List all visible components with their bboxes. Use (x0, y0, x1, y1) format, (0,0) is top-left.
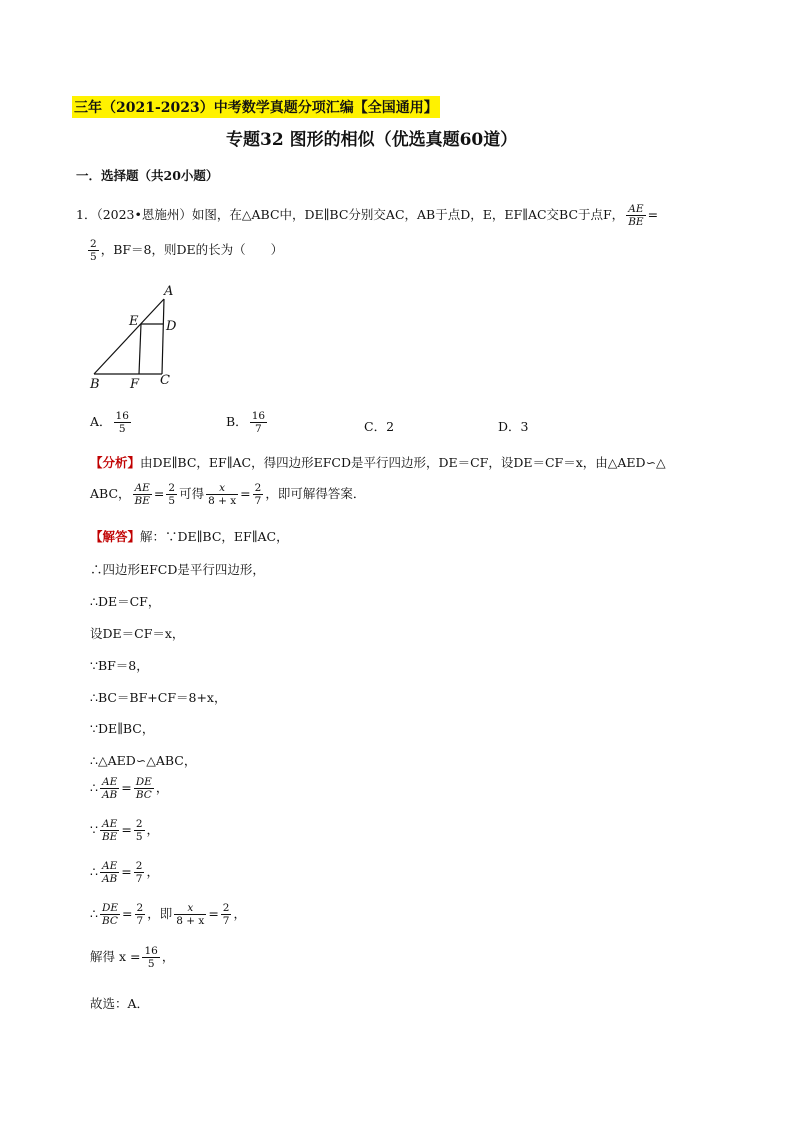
label-d: D (166, 319, 177, 334)
solution-line-3: ∴DE＝CF， (90, 594, 161, 609)
label-e: E (129, 314, 139, 329)
fraction-2-5: $\frac{2}{5}$ (90, 238, 97, 264)
question-text-b: ，BF＝8，则DE的长为（ ） (100, 242, 284, 258)
analysis-tag: 【分析】 (90, 455, 141, 470)
solution-line-6: ∴BC＝BF+CF＝8+x， (90, 690, 227, 705)
label-f: F (130, 377, 140, 392)
option-a: A． $\frac{16}{5}$ (90, 410, 129, 436)
fraction-ae-be: $\frac{AE}{BE}$ (628, 203, 644, 229)
solution-final-answer: 故选：A． (90, 996, 150, 1011)
label-b: B (90, 377, 100, 392)
label-a: A (164, 284, 174, 299)
solution-step-ratio-4: ∴ $\frac{DE}{BC}$ = $\frac{2}{7}$ ，即 $\frac{x}{8 + x}$ = $\frac{2}{7}$ ， (90, 902, 246, 928)
triangle-figure (86, 280, 186, 392)
question-line-1: 1．（2023•恩施州）如图，在△ABC中，DE∥BC分别交AC，AB于点D，E，EF∥AC交BC于点F， $\frac{AE}{BE}$ = (76, 203, 659, 229)
series-tag: 三年（2021-2023）中考数学真题分项汇编【全国通用】 (72, 96, 440, 118)
solution-line-1: 【解答】解：∵DE∥BC，EF∥AC， (90, 529, 289, 544)
solution-line-2: ∴四边形EFCD是平行四边形， (90, 562, 265, 577)
question-number: 1． (76, 207, 97, 223)
option-b: B． $\frac{16}{7}$ (226, 410, 266, 436)
page-title: 专题32 图形的相似（优选真题60道） (226, 130, 518, 150)
analysis-line-2: ABC， $\frac{AE}{BE}$ = $\frac{2}{5}$ 可得 $\frac{x}{8 + x}$ = $\frac{2}{7}$ ，即可解得答案． (90, 482, 366, 508)
solution-line-4: 设DE＝CF＝x， (90, 626, 185, 641)
solution-step-ratio-1: ∴ $\frac{AE}{AB}$ = $\frac{DE}{BC}$ ， (90, 776, 169, 802)
option-d: D．3 (498, 419, 529, 434)
solution-tag: 【解答】 (90, 529, 141, 544)
solution-line-7: ∵DE∥BC， (90, 721, 155, 736)
section-heading: 一．选择题（共20小题） (76, 168, 219, 183)
solution-step-ratio-3: ∴ $\frac{AE}{AB}$ = $\frac{2}{7}$ ， (90, 860, 159, 886)
question-line-2 (86, 238, 283, 263)
label-c: C (160, 373, 170, 388)
question-text-a: 如图，在△ABC中，DE∥BC分别交AC，AB于点D，E，EF∥AC交BC于点F， (191, 207, 625, 223)
solution-line-8: ∴△AED∽△ABC， (90, 753, 197, 768)
segment-ef (139, 324, 141, 374)
option-c: C．2 (364, 419, 395, 434)
solution-line-5: ∵BF＝8， (90, 658, 149, 673)
question-source: （2023•恩施州） (96, 207, 192, 223)
solution-result: 解得 x = $\frac{16}{5}$ ， (90, 945, 175, 971)
side-ac (162, 299, 164, 374)
solution-step-ratio-2: ∵ $\frac{AE}{BE}$ = $\frac{2}{5}$ ， (90, 818, 160, 844)
side-ab (94, 299, 164, 374)
analysis-line-1: 【分析】由DE∥BC，EF∥AC，得四边形EFCD是平行四边形，DE＝CF，设DE＝CF＝x，由△AED∽△ (90, 455, 666, 470)
